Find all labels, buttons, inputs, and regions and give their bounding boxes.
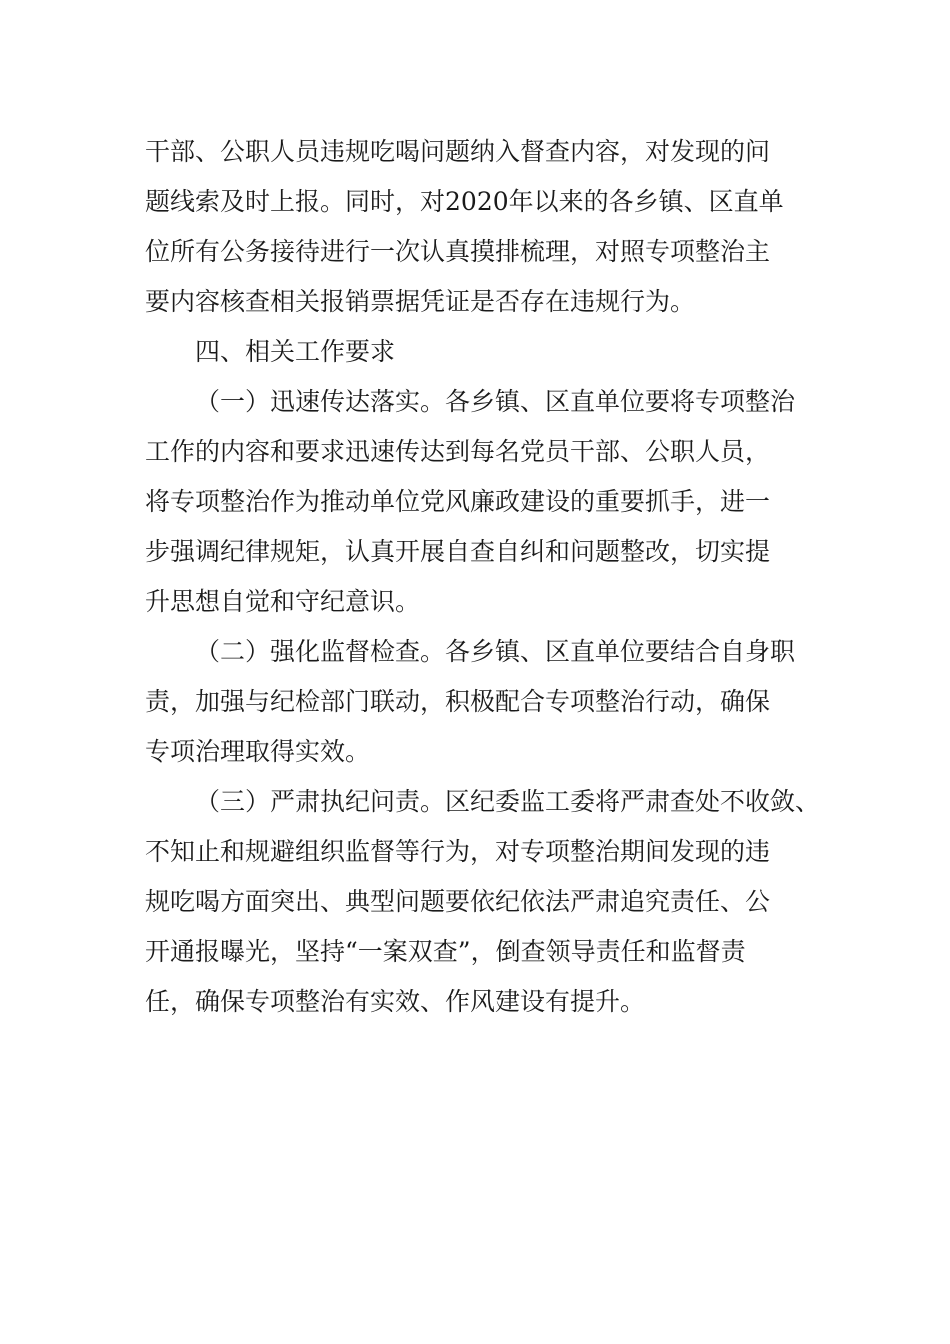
paragraph-line: 将专项整治作为推动单位党风廉政建设的重要抓手，进一 [145, 487, 771, 516]
paragraph-line: 工作的内容和要求迅速传达到每名党员干部、公职人员， [145, 437, 771, 466]
paragraph-line: 专项治理取得实效。 [145, 737, 371, 766]
paragraph-line: （三）严肃执纪问责。区纪委监工委将严肃查处不收敛、 [195, 787, 821, 816]
paragraph-line: 位所有公务接待进行一次认真摸排梳理，对照专项整治主 [145, 237, 771, 266]
paragraph-line: （二）强化监督检查。各乡镇、区直单位要结合自身职 [195, 637, 796, 666]
paragraph-line: 步强调纪律规矩，认真开展自查自纠和问题整改，切实提 [145, 537, 771, 566]
paragraph-line: 开通报曝光，坚持“一案双查”，倒查领导责任和监督责 [145, 937, 746, 966]
paragraph-line: 不知止和规避组织监督等行为，对专项整治期间发现的违 [145, 837, 771, 866]
paragraph-line: 规吃喝方面突出、典型问题要依纪依法严肃追究责任、公 [145, 887, 771, 916]
section-heading: 四、相关工作要求 [195, 337, 396, 366]
paragraph-line: 升思想自觉和守纪意识。 [145, 587, 421, 616]
paragraph-line: 干部、公职人员违规吃喝问题纳入督查内容，对发现的问 [145, 137, 771, 166]
paragraph-line: 题线索及时上报。同时，对2020年以来的各乡镇、区直单 [145, 187, 784, 216]
paragraph-line: 要内容核查相关报销票据凭证是否存在违规行为。 [145, 287, 696, 316]
paragraph-line: 责，加强与纪检部门联动，积极配合专项整治行动，确保 [145, 687, 771, 716]
paragraph-line: 任，确保专项整治有实效、作风建设有提升。 [145, 987, 646, 1016]
paragraph-line: （一）迅速传达落实。各乡镇、区直单位要将专项整治 [195, 387, 796, 416]
